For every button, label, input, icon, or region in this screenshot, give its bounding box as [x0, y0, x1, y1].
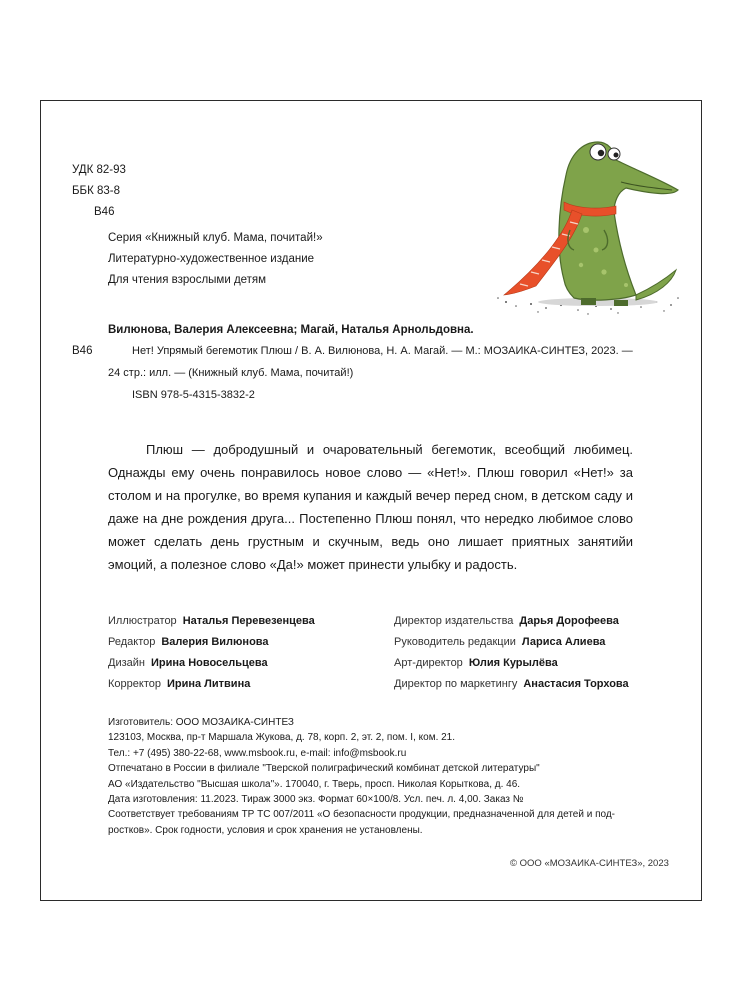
staff-row [394, 653, 629, 674]
staff-row [394, 611, 629, 632]
staff-name: Дарья Дорофеева [519, 615, 619, 627]
staff-row [108, 611, 315, 632]
print-details: Дата изготовления: 11.2023. Тираж 3000 экз. Формат 60×100/8. Усл. печ. л. 4,00. Заказ № [108, 794, 524, 806]
staff-row [108, 653, 315, 674]
staff-name: Юлия Курылёва [468, 657, 558, 669]
biblio-title-line: Нет! Упрямый бегемотик Плюш / В. А. Вилюнова, Н. А. Магай. — М.: МОЗАИКА-СИНТЕЗ, 2023. — [132, 345, 633, 357]
staff-name: Наталья Перевезенцева [182, 615, 315, 627]
printed-line-2: АО «Издательство "Высшая школа"». 170040, г. Тверь, просп. Николая Корыткова, д. 46. [108, 778, 521, 790]
staff-role: Директор издательства [394, 615, 514, 627]
compliance-line-1: Соответствует требованиям ТР ТС 007/2011 «О безопасности продукции, предназначенной для детей и под- [108, 809, 616, 821]
biblio-pages-line: 24 стр.: илл. — (Книжный клуб. Мама, почитай!) [108, 367, 354, 379]
udk-code: УДК 82-93 [72, 164, 126, 176]
crocodile-tail [636, 270, 676, 300]
biblio-mark: В46 [72, 345, 93, 357]
series-name: Серия «Книжный клуб. Мама, почитай!» [108, 232, 323, 244]
staff-role: Иллюстратор [108, 615, 177, 627]
classification-block [72, 160, 126, 223]
crocodile-illustration [486, 130, 686, 320]
staff-name: Лариса Алиева [521, 636, 606, 648]
biblio-authors: Вилюнова, Валерия Алексеевна; Магай, Наталья Арнольдовна. [108, 324, 474, 336]
bbk-code: ББК 83-8 [72, 185, 121, 197]
crocodile-foot [581, 298, 596, 305]
crocodile-foot-2 [614, 300, 628, 306]
staff-role: Руководитель редакции [394, 636, 516, 648]
staff-left-column [108, 611, 315, 695]
staff-row [108, 674, 315, 695]
staff-row [108, 632, 315, 653]
staff-name: Валерия Вилюнова [161, 636, 269, 648]
compliance-line-2: ростков». Срок годности, условия и срок хранения не установлены. [108, 824, 423, 836]
staff-name: Анастасия Торхова [523, 678, 629, 690]
staff-role: Директор по маркетингу [394, 678, 518, 690]
annotation-text: Плюш — добродушный и очаровательный бегемотик, всеобщий любимец. Однажды ему очень понравилось новое слово — «Нет!». Плюш говорил «Нет!» за столом и на прогулке, во время купания и каждый вечер перед сном, в детском саду и даже на дне рождения друга... Постепенно Плюш понял, что нередко любимое слово может сделать день грустным и скучным, ведь оно лишает приятных занятийи эмоций, а полезное слово «Да!» может принести улыбку и радость. [108, 442, 633, 572]
staff-name: Ирина Новосельцева [150, 657, 268, 669]
author-mark: В46 [94, 206, 115, 218]
staff-role: Редактор [108, 636, 156, 648]
staff-role: Дизайн [108, 657, 145, 669]
staff-right-column [394, 611, 629, 695]
audience-note: Для чтения взрослыми детям [108, 274, 267, 286]
manufacturer-contacts: Тел.: +7 (495) 380-22-68, www.msbook.ru, e-mail: info@msbook.ru [108, 747, 407, 759]
staff-row [394, 632, 629, 653]
staff-name: Ирина Литвина [166, 678, 251, 690]
series-block [108, 228, 323, 291]
manufacturer-address: 123103, Москва, пр-т Маршала Жукова, д. 78, корп. 2, эт. 2, пом. I, ком. 21. [108, 732, 456, 744]
staff-row [394, 674, 629, 695]
manufacturer: Изготовитель: ООО МОЗАИКА-СИНТЕЗ [108, 717, 294, 728]
imprint-block [108, 715, 628, 838]
staff-role: Корректор [108, 678, 161, 690]
printed-line-1: Отпечатано в России в филиале "Тверской полиграфический комбинат детской литературы" [108, 763, 540, 775]
edition-type: Литературно-художественное издание [108, 253, 315, 265]
isbn: ISBN 978-5-4315-3832-2 [132, 389, 255, 401]
staff-role: Арт-директор [394, 657, 463, 669]
copyright: © ООО «МОЗАИКА-СИНТЕЗ», 2023 [510, 858, 669, 869]
annotation [108, 438, 633, 576]
